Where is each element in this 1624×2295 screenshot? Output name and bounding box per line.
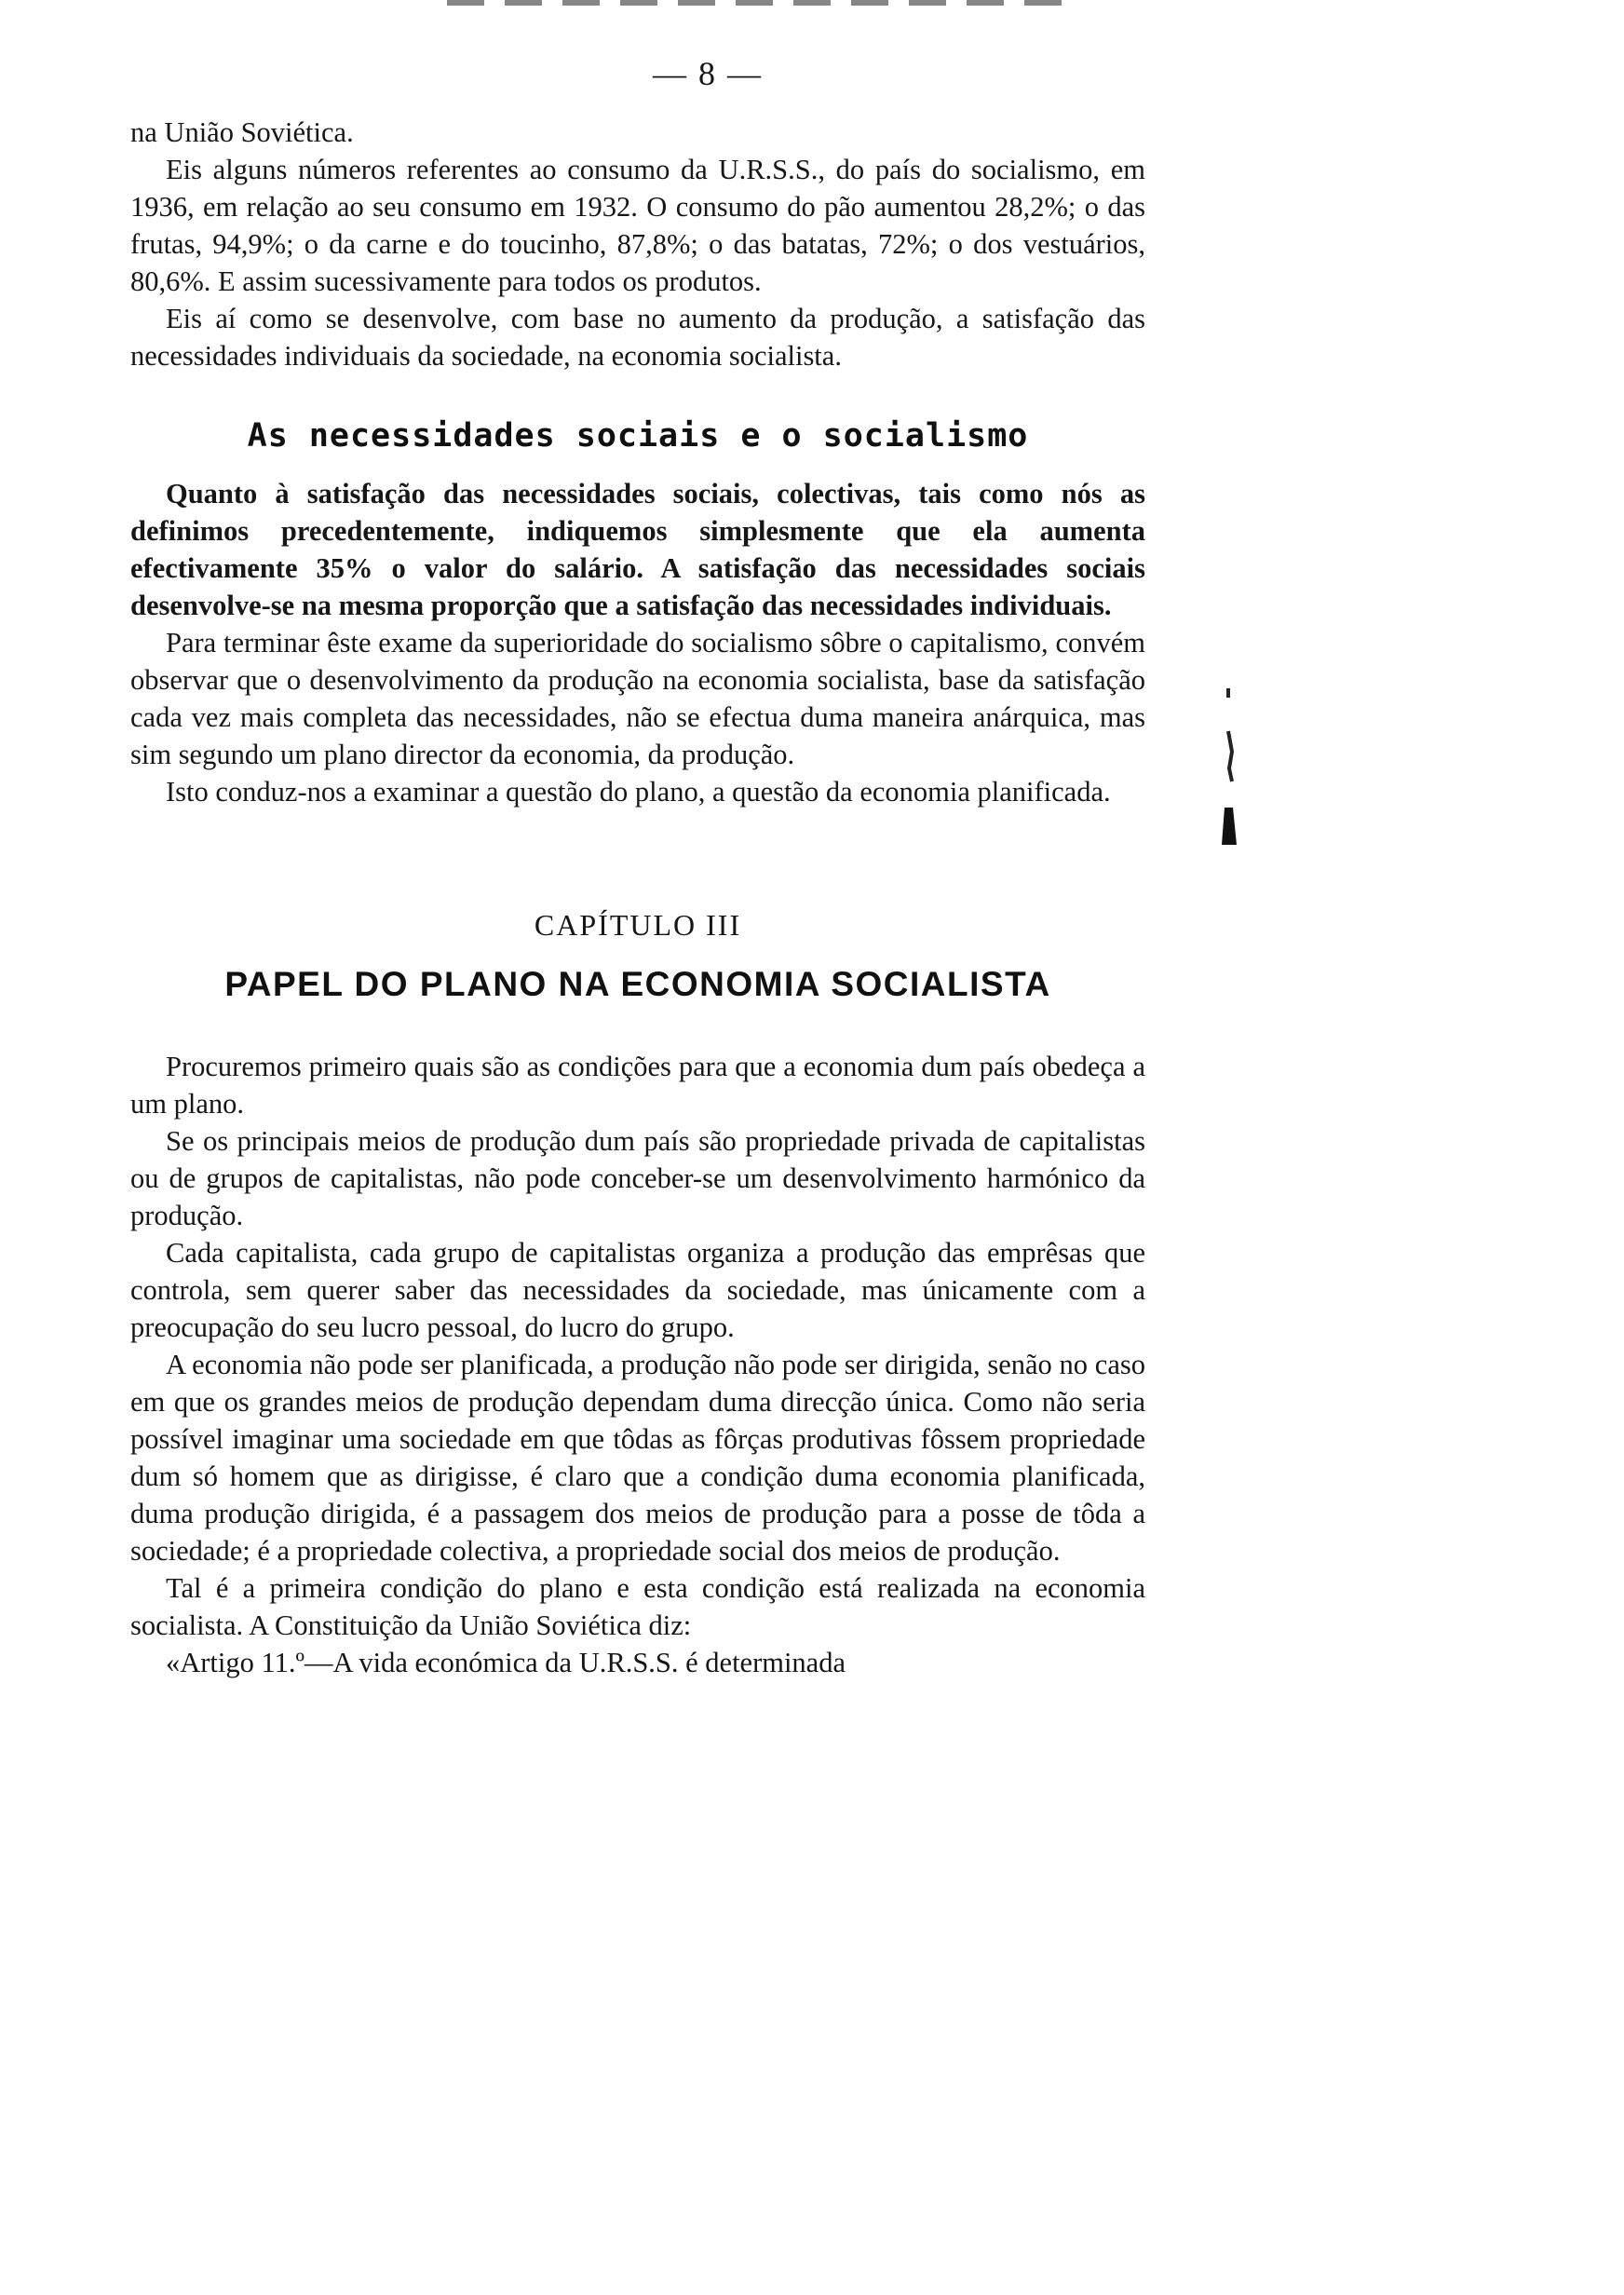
ink-mark-1 xyxy=(1226,688,1230,698)
chapter-paragraph-4: A economia não pode ser planificada, a produção não pode ser dirigida, senão no caso em que os grandes meios de produção dependam duma direcção única. Como não seria possível imaginar uma sociedade em que tôdas as fôrças produtivas fôssem propriedade dum só homem que as dirigisse, é claro que a condição duma economia planificada, duma produção dirigida, é a passagem dos meios de produção para a posse de tôda a sociedade; é a propriedade colectiva, a propriedade social dos meios de produção. xyxy=(130,1349,1145,1567)
chapter-paragraph-3: Cada capitalista, cada grupo de capitalistas organiza a produção das emprêsas que controla, sem querer saber das necessidades da sociedade, mas únicamente com a preocupação do seu lucro pessoal, do lucro do grupo. xyxy=(130,1237,1145,1343)
page-number: — 8 — xyxy=(653,55,763,92)
chapter-paragraph-5: Tal é a primeira condição do plano e esta condição está realizada na economia socialista. A Constituição da União Soviética diz: xyxy=(130,1572,1145,1641)
top-edge-rule xyxy=(447,0,1062,6)
chapter-block xyxy=(130,1048,1145,1681)
chapter-paragraph-2: Se os principais meios de produção dum país são propriedade privada de capitalistas ou de grupos de capitalistas, não pode conceber-se um desenvolvimento harmónico da produção. xyxy=(130,1125,1145,1231)
ink-mark-3 xyxy=(1222,808,1237,845)
section-paragraph-3: Isto conduz-nos a examinar a questão do plano, a questão da economia planificada. xyxy=(166,776,1111,808)
chapter-paragraph-6: «Artigo 11.º—A vida económica da U.R.S.S. é determinada xyxy=(166,1647,846,1678)
section-paragraph-1: Quanto à satisfação das necessidades sociais, colectivas, tais como nós as definimos precedentemente, indiquemos simplesmente que ela aumenta efectivamente 35% o valor do salário. A satisfação das necessidades sociais desenvolve-se na mesma proporção que a satisfação das necessidades individuais. xyxy=(130,478,1145,621)
intro-paragraph-2: Eis alguns números referentes ao consumo da U.R.S.S., do país do socialismo, em 1936, em relação ao seu consumo em 1932. O consumo do pão aumentou 28,2%; o das frutas, 94,9%; o da carne e do toucinho, 87,8%; o das batatas, 72%; o dos vestuários, 80,6%. E assim sucessivamente para todos os produtos. xyxy=(130,154,1145,297)
intro-paragraph-3: Eis aí como se desenvolve, com base no aumento da produção, a satisfação das necessidades individuais da sociedade, na economia socialista. xyxy=(130,303,1145,372)
intro-paragraph-1: na União Soviética. xyxy=(130,116,354,148)
intro-block xyxy=(130,114,1145,374)
chapter-paragraph-1: Procuremos primeiro quais são as condições para que a economia dum país obedeça a um plano. xyxy=(130,1051,1145,1120)
ink-mark-2 xyxy=(1228,731,1232,781)
chapter-label: CAPÍTULO III xyxy=(534,908,742,942)
margin-ink-marks xyxy=(1211,685,1248,852)
section-paragraph-2: Para terminar êste exame da superioridade do socialismo sôbre o capitalismo, convém observar que o desenvolvimento da produção na economia socialista, base da satisfação cada vez mais completa das necessidades, não se efectua duma maneira anárquica, mas sim segundo um plano director da economia, da produção. xyxy=(130,627,1145,770)
section-heading: As necessidades sociais e o socialismo xyxy=(247,417,1029,455)
section-block xyxy=(130,475,1145,810)
chapter-title: PAPEL DO PLANO NA ECONOMIA SOCIALISTA xyxy=(224,965,1051,1003)
